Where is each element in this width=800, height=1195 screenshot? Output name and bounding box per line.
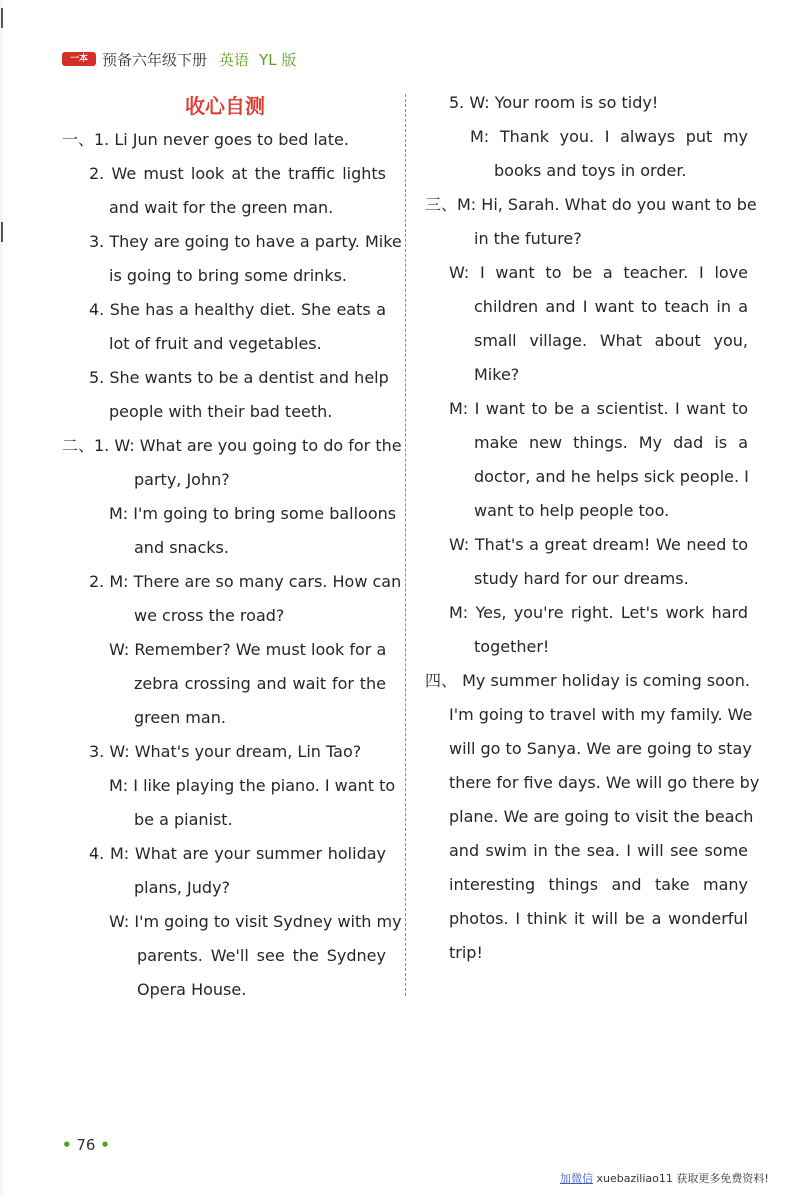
text-line: zebra crossing and wait for the bbox=[134, 674, 386, 693]
text-line: 四、 My summer holiday is coming soon. bbox=[425, 671, 750, 690]
page-number-value: 76 bbox=[76, 1136, 96, 1154]
text-line: photos. I think it will be a wonderful bbox=[449, 909, 748, 928]
text-line: parents. We'll see the Sydney bbox=[137, 946, 386, 965]
text-line: children and I want to teach in a bbox=[474, 297, 748, 316]
watermark-text: xuebaziliao11 获取更多免费资料! bbox=[593, 1172, 769, 1185]
text-line: there for five days. We will go there by bbox=[449, 773, 760, 792]
text-line: W: I want to be a teacher. I love bbox=[449, 263, 748, 282]
section-title: 收心自测 bbox=[185, 94, 265, 118]
page-edge bbox=[0, 0, 3, 1195]
text-line: 二、1. W: What are you going to do for the bbox=[62, 436, 402, 455]
text-line: M: Yes, you're right. Let's work hard bbox=[449, 603, 748, 622]
text-line: make new things. My dad is a bbox=[474, 433, 748, 452]
text-line: 2. M: There are so many cars. How can bbox=[89, 572, 402, 591]
text-line: we cross the road? bbox=[134, 606, 285, 625]
page-edge-mark bbox=[1, 222, 3, 242]
bullet-icon: • bbox=[100, 1136, 110, 1154]
text-line: party, John? bbox=[134, 470, 230, 489]
text-line: in the future? bbox=[474, 229, 582, 248]
text-line: Mike? bbox=[474, 365, 520, 384]
text-line: W: Remember? We must look for a bbox=[109, 640, 387, 659]
text-line: I'm going to travel with my family. We bbox=[449, 705, 753, 724]
text-line: W: That's a great dream! We need to bbox=[449, 535, 748, 554]
text-line: small village. What about you, bbox=[474, 331, 748, 350]
text-line: green man. bbox=[134, 708, 226, 727]
text-line: people with their bad teeth. bbox=[109, 402, 333, 421]
text-line: trip! bbox=[449, 943, 483, 962]
text-line: W: I'm going to visit Sydney with my bbox=[109, 912, 402, 931]
text-line: 5. She wants to be a dentist and help bbox=[89, 368, 389, 387]
text-line: will go to Sanya. We are going to stay bbox=[449, 739, 752, 758]
text-line: Opera House. bbox=[137, 980, 247, 999]
text-line: 4. M: What are your summer holiday bbox=[89, 844, 386, 863]
text-line: 4. She has a healthy diet. She eats a bbox=[89, 300, 386, 319]
watermark bbox=[560, 1170, 769, 1186]
text-line: and snacks. bbox=[134, 538, 229, 557]
text-line: 3. They are going to have a party. Mike bbox=[89, 232, 402, 251]
text-line: 2. We must look at the traffic lights bbox=[89, 164, 386, 183]
text-line: and wait for the green man. bbox=[109, 198, 334, 217]
text-line: 3. W: What's your dream, Lin Tao? bbox=[89, 742, 362, 761]
page-edge-mark bbox=[1, 8, 3, 28]
text-line: lot of fruit and vegetables. bbox=[109, 334, 322, 353]
text-line: 三、M: Hi, Sarah. What do you want to be bbox=[425, 195, 757, 214]
text-line: M: Thank you. I always put my bbox=[470, 127, 748, 146]
text-line: is going to bring some drinks. bbox=[109, 266, 347, 285]
text-line: 5. W: Your room is so tidy! bbox=[449, 93, 659, 112]
text-line: books and toys in order. bbox=[494, 161, 687, 180]
text-line: be a pianist. bbox=[134, 810, 233, 829]
text-line: interesting things and take many bbox=[449, 875, 748, 894]
column-divider bbox=[405, 94, 406, 996]
text-line: plane. We are going to visit the beach bbox=[449, 807, 754, 826]
text-line: want to help people too. bbox=[474, 501, 670, 520]
text-line: M: I like playing the piano. I want to bbox=[109, 776, 396, 795]
text-line: doctor, and he helps sick people. I bbox=[474, 467, 749, 486]
text-line: M: I'm going to bring some balloons bbox=[109, 504, 397, 523]
page-number bbox=[62, 1136, 110, 1154]
book-series-title: 预备六年级下册 bbox=[102, 50, 208, 69]
text-line: plans, Judy? bbox=[134, 878, 231, 897]
publisher-logo: 一本 bbox=[62, 52, 96, 66]
text-line: M: I want to be a scientist. I want to bbox=[449, 399, 748, 418]
page-header bbox=[62, 46, 296, 72]
subject-label: 英语 bbox=[219, 50, 250, 69]
bullet-icon: • bbox=[62, 1136, 72, 1154]
text-line: study hard for our dreams. bbox=[474, 569, 689, 588]
watermark-link[interactable]: 加微信 bbox=[560, 1172, 593, 1185]
text-line: together! bbox=[474, 637, 550, 656]
text-line: 一、1. Li Jun never goes to bed late. bbox=[62, 130, 349, 149]
edition-label: YL 版 bbox=[259, 50, 297, 69]
text-line: and swim in the sea. I will see some bbox=[449, 841, 748, 860]
